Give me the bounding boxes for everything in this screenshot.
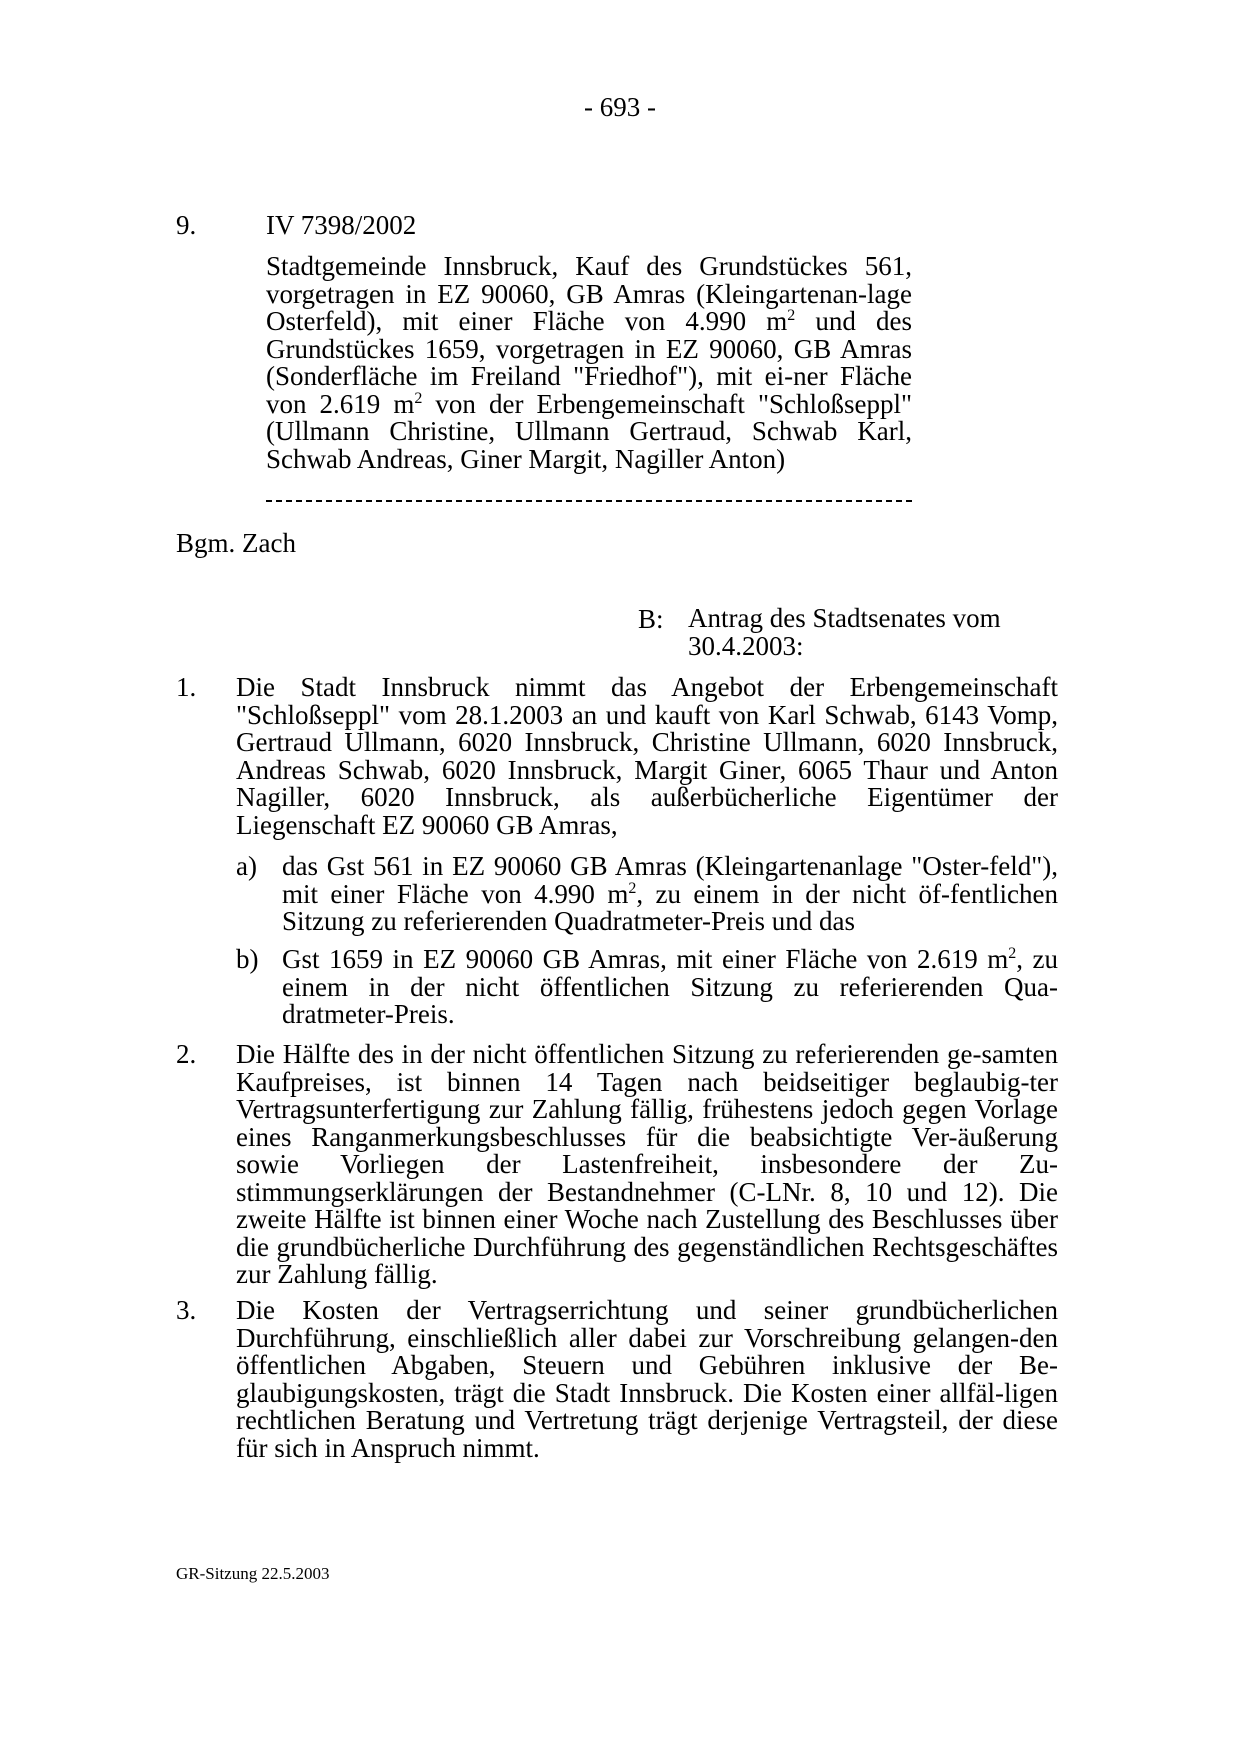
subpoint-text-part-1: Gst 1659 in EZ 90060 GB Amras, mit einer Fläche von 2.619 m <box>282 944 1009 974</box>
subpoint-text-part-1: das Gst 561 in EZ 90060 GB Amras (Kleingartenanlage "Oster-feld"), mit einer Fläche von 4.990 m <box>282 851 1058 909</box>
subpoint-text-part-2: , zu einem in der nicht öffentlichen Sitzung zu referierenden Qua-dratmeter-Preis. <box>282 944 1058 1029</box>
superscript-square: 2 <box>787 307 796 324</box>
superscript-square: 2 <box>628 879 637 897</box>
subpoint-label: a) <box>236 851 257 881</box>
speaker: Bgm. Zach <box>176 528 296 558</box>
motion-label: B: <box>638 604 664 634</box>
agenda-item-subject <box>266 253 912 473</box>
subject-text-part-1: Stadtgemeinde Innsbruck, Kauf des Grundstückes 561, vorgetragen in EZ 90060, GB Amras (Kleingartenan-lage Osterfeld), mit einer Fläche von 4.990 m <box>266 251 912 336</box>
point-text: Die Hälfte des in der nicht öffentlichen Sitzung zu referierenden ge-samten Kaufpreises, ist binnen 14 Tagen nach beidseitiger beglaubig-ter Vertragsunterfertigung zur Zahlung fällig, frühestens jedoch gegen Vorlage eines Ranganmerkungsbeschlusses für die beabsichtigte Ver-äußerung sowie Vorliegen der Lastenfreiheit, insbesondere der Zu-stimmungserklärungen der Bestandnehmer (C-LNr. 8, 10 und 12). Die zweite Hälfte ist binnen einer Woche nach Zustellung des Beschlusses über die grundbücherliche Durchführung des gegenständlichen Rechtsgeschäftes zur Zahlung fällig. <box>236 1039 1058 1289</box>
motion-title: Antrag des Stadtsenates vom 30.4.2003: <box>688 603 1001 661</box>
footer: GR-Sitzung 22.5.2003 <box>176 1564 330 1583</box>
subpoint-text <box>282 853 1058 936</box>
subpoint-text <box>282 946 1058 1029</box>
point-number: 2. <box>176 1039 197 1069</box>
dashed-separator <box>266 500 912 502</box>
page-number: - 693 - <box>584 92 656 122</box>
file-reference: IV 7398/2002 <box>266 210 417 240</box>
point-text: Die Stadt Innsbruck nimmt das Angebot der Erbengemeinschaft "Schloßseppl" vom 28.1.2003 an und kauft von Karl Schwab, 6143 Vomp, Gertraud Ullmann, 6020 Innsbruck, Christine Ullmann, 6020 Innsbruck, Andreas Schwab, 6020 Innsbruck, Margit Giner, 6065 Thaur und Anton Nagiller, 6020 Innsbruck, als außerbücherliche Eigentümer der Liegenschaft EZ 90060 GB Amras, <box>236 672 1058 840</box>
subpoint-text-part-2: , zu einem in der nicht öf-fentlichen Sitzung zu referierenden Quadratmeter-Preis und das <box>282 878 1058 936</box>
subpoint-label: b) <box>236 944 259 974</box>
subject-text-part-2: und des Grundstückes 1659, vorgetragen in EZ 90060, GB Amras (Sonderfläche im Freiland "Friedhof"), mit ei-ner Fläche von 2.619 m <box>266 306 912 419</box>
superscript-square: 2 <box>1008 945 1017 962</box>
point-text: Die Kosten der Vertragserrichtung und seiner grundbücherlichen Durchführung, einschließlich aller dabei zur Vorschreibung gelangen-den öffentlichen Abgaben, Steuern und Gebühren inklusive der Be-glaubigungskosten, trägt die Stadt Innsbruck. Die Kosten einer allfäl-ligen rechtlichen Beratung und Vertretung trägt derjenige Vertragsteil, der diese für sich in Anspruch nimmt. <box>236 1295 1058 1463</box>
subject-text-part-3: von der Erbengemeinschaft "Schloßseppl" (Ullmann Christine, Ullmann Gertraud, Schwab Karl, Schwab Andreas, Giner Margit, Nagiller Anton) <box>266 388 912 474</box>
agenda-item-number: 9. <box>176 210 197 240</box>
point-number: 1. <box>176 672 197 702</box>
point-number: 3. <box>176 1295 197 1325</box>
superscript-square: 2 <box>414 389 423 407</box>
